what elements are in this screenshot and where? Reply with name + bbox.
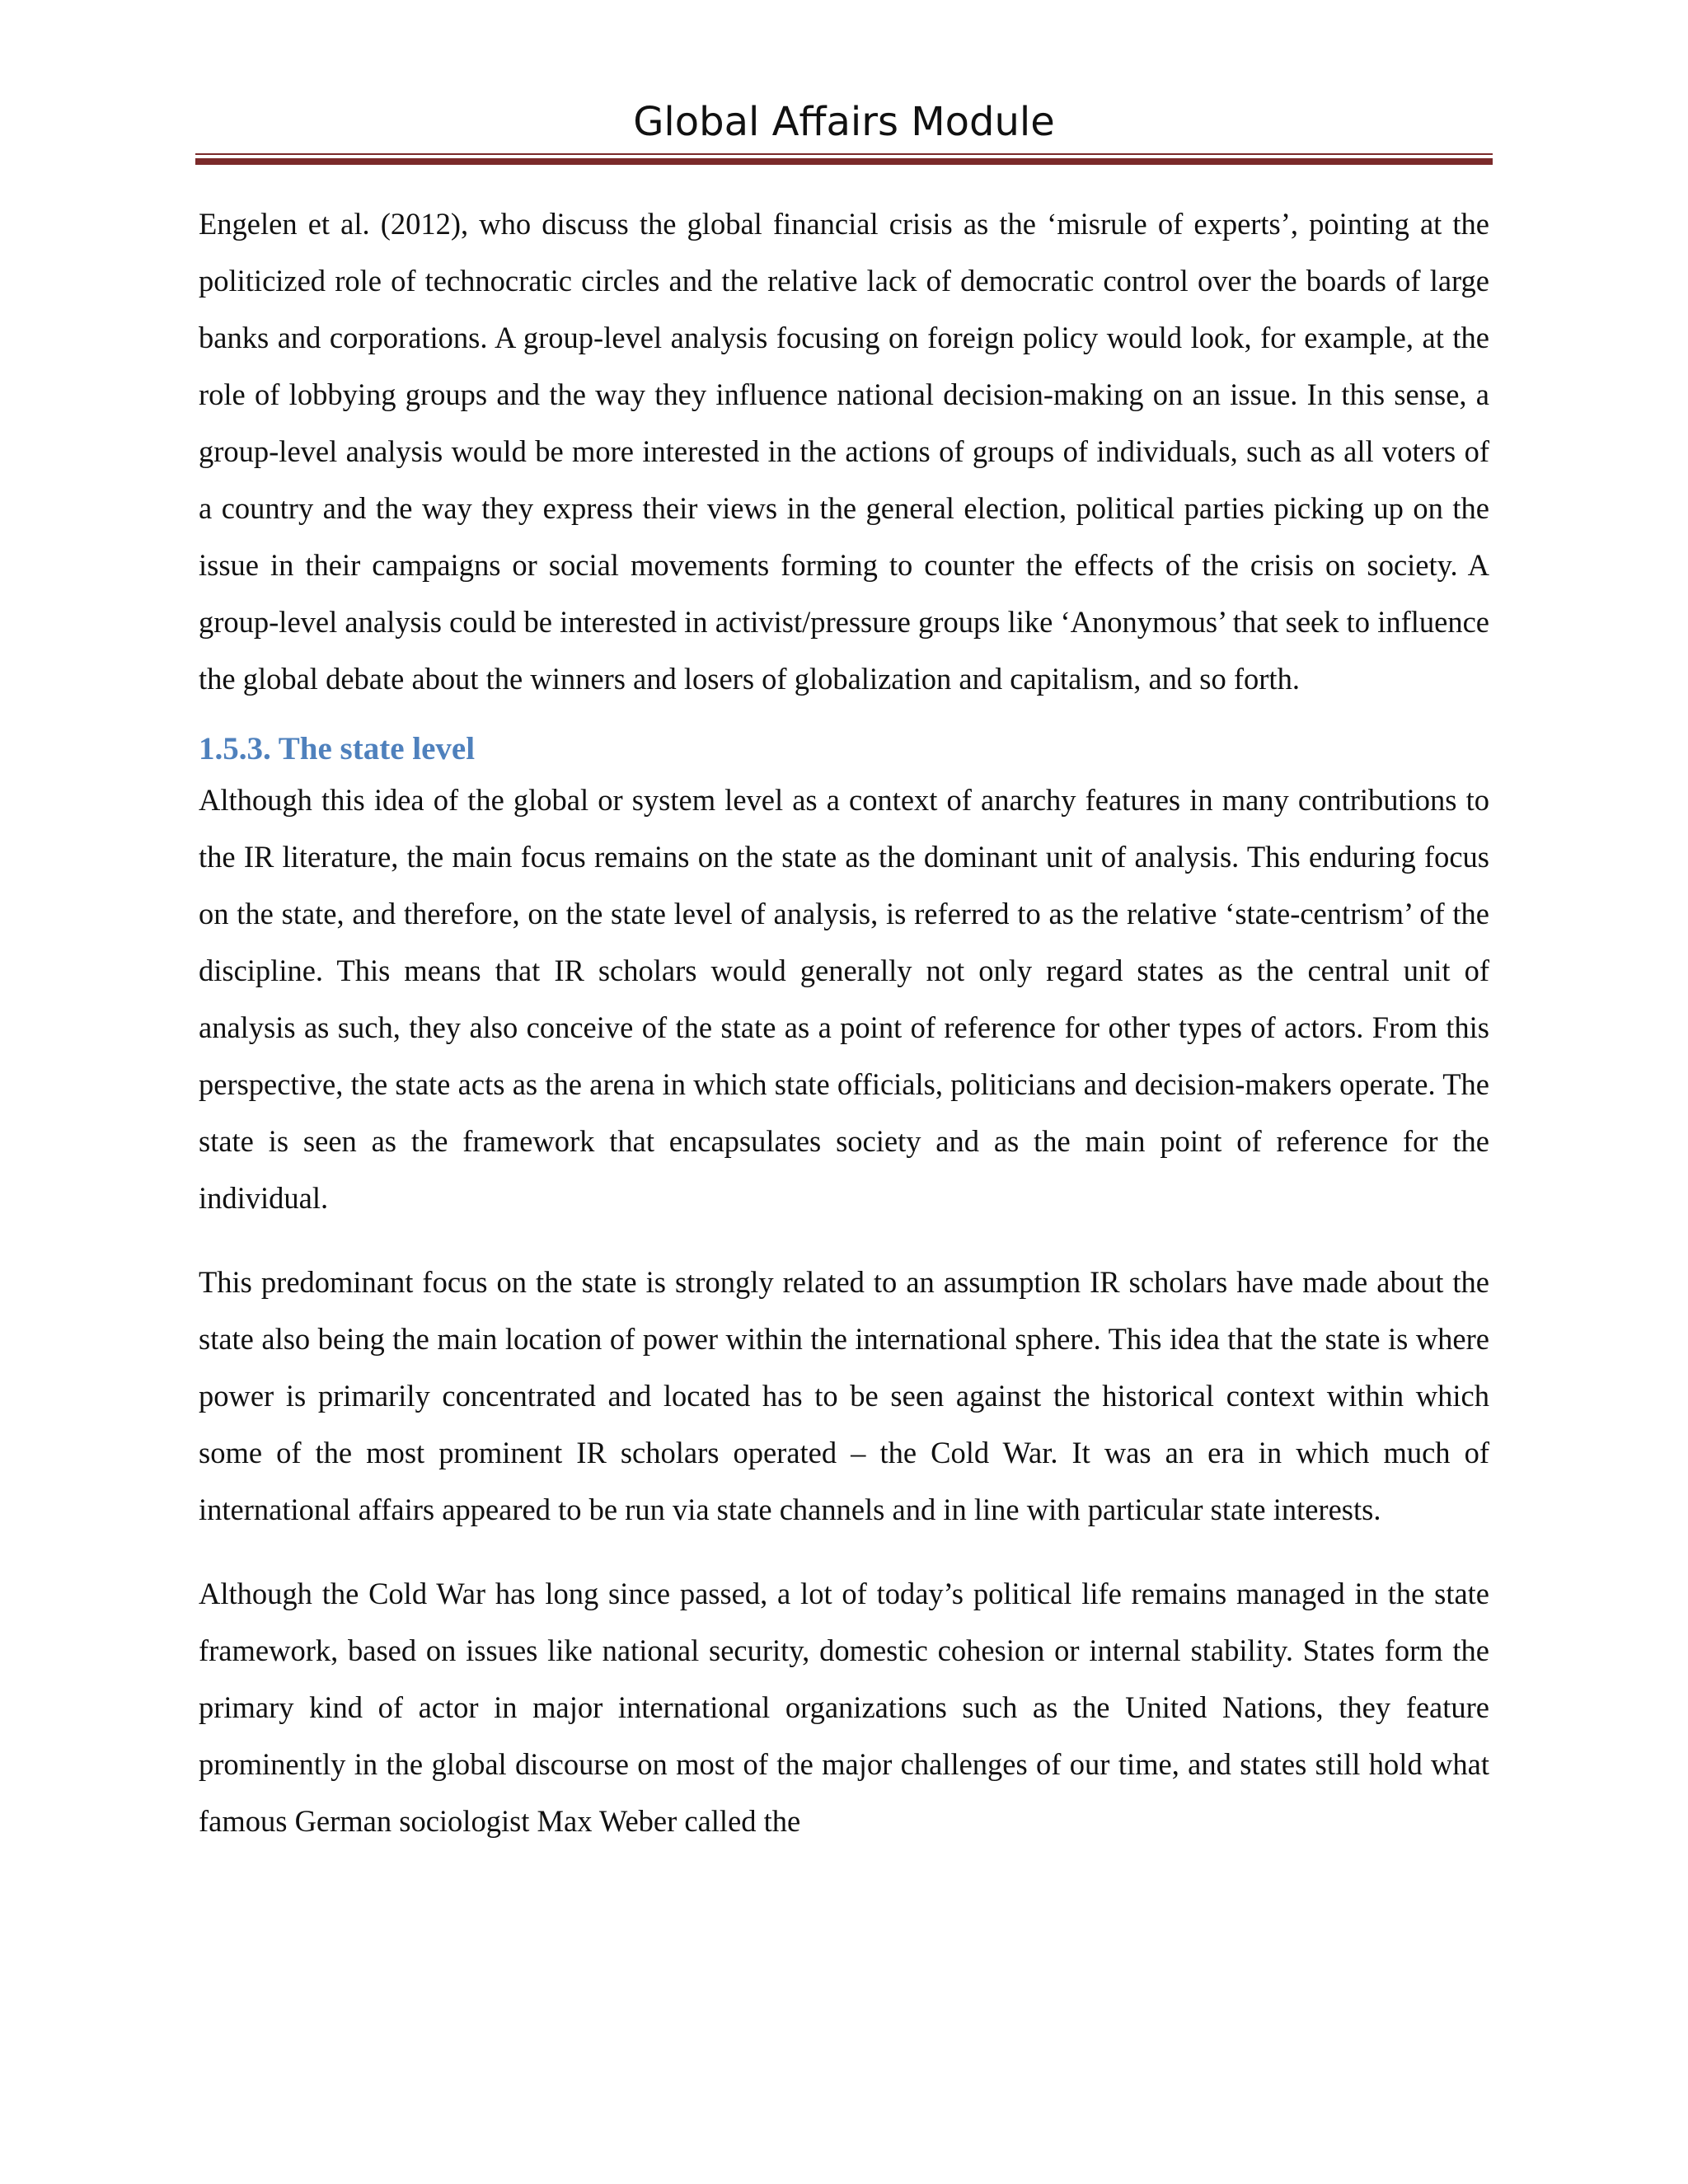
page-header-title: Global Affairs Module <box>633 99 1055 145</box>
paragraph-power-location: This predominant focus on the state is strongly related to an assumption IR scholars have made about the state also being the main location of power within the international sphere. This idea that the state is where power is primarily concentrated and located has to be seen against the historical context within which some of the most prominent IR scholars operated – the Cold War. It was an era in which much of international affairs appeared to be run via state channels and in line with particular state interests. <box>199 1265 1489 1526</box>
paragraph-state-centrism: Although this idea of the global or system level as a context of anarchy features in many contributions to the IR literature, the main focus remains on the state as the dominant unit of analysis. This enduring focus on the state, and therefore, on the state level of analysis, is referred to as the relative ‘state-centrism’ of the discipline. This means that IR scholars would generally not only regard states as the central unit of analysis as such, they also conceive of the state as a point of reference for other types of actors. From this perspective, the state acts as the arena in which state officials, politicians and decision-makers operate. The state is seen as the framework that encapsulates society and as the main point of reference for the individual. <box>199 783 1489 1215</box>
header-rule-thin <box>195 153 1493 155</box>
section-heading-state-level: 1.5.3. The state level <box>199 731 476 766</box>
paragraph-cold-war: Although the Cold War has long since passed, a lot of today’s political life remains managed in the state framework, based on issues like national security, domestic cohesion or internal stability. States form the primary kind of actor in major international organizations such as the United Nations, they feature prominently in the global discourse on most of the major challenges of our time, and states still hold what famous German sociologist Max Weber called the <box>199 1577 1489 1838</box>
document-body <box>199 195 1489 1849</box>
paragraph-group-level: Engelen et al. (2012), who discuss the global financial crisis as the ‘misrule of experts’, pointing at the politicized role of technocratic circles and the relative lack of democratic control over the boards of large banks and corporations. A group-level analysis focusing on foreign policy would look, for example, at the role of lobbying groups and the way they influence national decision-making on an issue. In this sense, a group-level analysis would be more interested in the actions of groups of individuals, such as all voters of a country and the way they express their views in the general election, political parties picking up on the issue in their campaigns or social movements forming to counter the effects of the crisis on society. A group-level analysis could be interested in activist/pressure groups like ‘Anonymous’ that seek to influence the global debate about the winners and losers of globalization and capitalism, and so forth. <box>199 207 1489 696</box>
header-rule-thick <box>195 158 1493 165</box>
